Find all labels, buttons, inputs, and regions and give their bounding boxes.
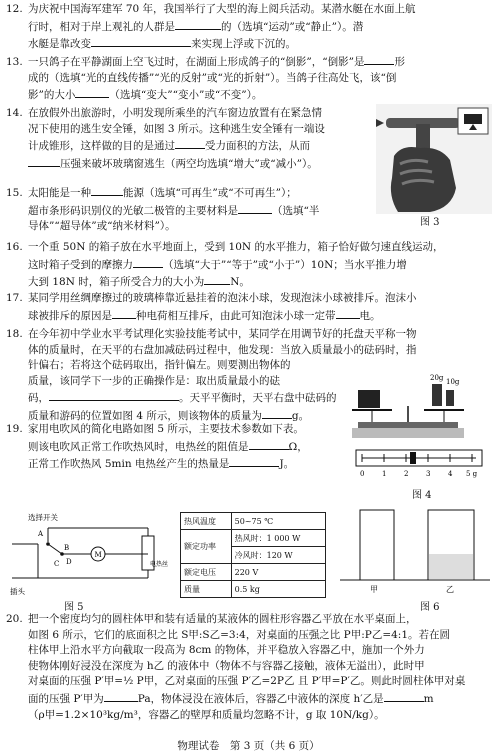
svg-text:0: 0: [360, 470, 365, 478]
figure-3-safety-hammer: [376, 104, 492, 214]
question-text: 把一个密度均匀的圆柱体甲和装有适量的某液体的圆柱形容器乙平放在水平桌面上，: [28, 613, 417, 625]
question-number: 20.: [6, 613, 23, 625]
question-text: 能源（选填“可再生”或“不可再生”）；: [123, 187, 297, 199]
question-text: 的（选填“运动”或“静止”）。潜: [221, 20, 364, 33]
table-row: 质量 0.5 kg: [181, 581, 326, 598]
question-text: 计成锥形，这样做的目的是通过: [28, 140, 175, 153]
question-text: N。: [230, 276, 250, 289]
question-text: Ω，: [288, 440, 308, 453]
switch-label: 选择开关: [28, 513, 58, 522]
question-number: 16.: [6, 241, 23, 253]
question-text: 况下使用的逃生安全锤，如图 3 所示。这种逃生安全锤有一端设: [28, 122, 325, 135]
question-text: （ρ甲=1.2×10³kg/m³，容器乙的壁厚和质量均忽略不计，g 取 10N/kg）。: [28, 708, 385, 721]
question-text: 影”的大小: [28, 89, 76, 102]
question-text: 大到 18N 时，箱子所受合力的大小为: [28, 276, 205, 289]
answer-blank[interactable]: [112, 307, 136, 319]
question-text: 对桌面的压强 P′甲=½ P甲，乙对桌面的压强 P′乙=2P乙 且 P′甲=P′乙。则此时圆柱体甲对桌: [28, 675, 466, 688]
svg-text:D: D: [66, 558, 72, 566]
answer-blank[interactable]: [91, 184, 123, 196]
svg-text:1: 1: [382, 470, 387, 478]
question-text: 面的压强 P′甲为: [28, 692, 104, 705]
svg-text:3: 3: [426, 470, 431, 478]
object-on-pan: [358, 390, 380, 408]
answer-blank[interactable]: [336, 307, 360, 319]
question-text: 太阳能是一种: [28, 187, 91, 199]
question-text: 一只鸽子在平静湖面上空飞过时，在湖面上形成鸽子的“倒影”，“倒影”是: [28, 56, 365, 68]
question-text: 行时，相对于岸上观礼的人群是: [28, 20, 175, 33]
question-text: 超市条形码识别仪的光敏二极管的主要材料是: [28, 204, 238, 217]
answer-blank[interactable]: [238, 202, 272, 214]
answer-blank[interactable]: [175, 137, 205, 149]
svg-text:M: M: [94, 551, 102, 559]
svg-text:B: B: [64, 544, 70, 552]
question-text: 家用电吹风的简化电路如图 5 所示，主要技术参数如下表。: [28, 423, 304, 435]
question-number: 12.: [6, 3, 23, 15]
question-text: 正常工作吹热风 5min 电热丝产生的热量是: [28, 458, 230, 471]
question-20: [6, 612, 488, 723]
question-text: 码，: [28, 392, 49, 405]
figure-4-balance: [348, 370, 488, 482]
cylinder-jia: [360, 510, 394, 580]
answer-blank[interactable]: [204, 273, 230, 285]
question-17: [6, 291, 488, 324]
question-19: [6, 422, 366, 473]
question-text: 质量和游码的位置如图 4 所示，则该物体的质量为: [28, 409, 262, 422]
answer-blank[interactable]: [262, 407, 292, 419]
question-text: 为庆祝中国海军建军 70 年，我国举行了大型的海上阅兵活动。某潜水艇在水面上航: [28, 3, 416, 15]
figure-5-caption: 图 5: [64, 602, 84, 613]
answer-blank[interactable]: [175, 18, 221, 30]
question-number: 15.: [6, 187, 23, 199]
label-yi: 乙: [446, 585, 454, 594]
question-14: [6, 106, 361, 172]
answer-blank[interactable]: [133, 256, 163, 268]
question-text: 使物体刚好浸没在深度为 h乙 的液体中（物体不与容器乙接触，液体无溢出），此时甲: [28, 659, 425, 672]
question-text: 种电荷相互排斥，由此可知泡沫小球一定带: [136, 309, 336, 322]
question-text: 某同学用丝绸摩擦过的玻璃棒靠近悬挂着的泡沫小球，发现泡沫小球被排斥。泡沫小: [28, 292, 417, 304]
question-text: g。: [291, 409, 310, 422]
question-number: 19.: [6, 423, 23, 435]
question-text: 柱体甲上沿水平方向截取一段高为 8cm 的物体，并平稳放入容器乙中，施加一个外力: [28, 644, 425, 657]
figure-4-caption: 图 4: [412, 490, 432, 501]
question-text: 如图 6 所示，它们的底面积之比 S甲:S乙=3:4，对桌面的压强之比 P甲:P乙=4:1。若在圆: [28, 628, 451, 641]
question-text: 导体”“超导体”或“纳米材料”）。: [28, 220, 176, 233]
question-text: 水艇是靠改变: [28, 38, 91, 51]
weight-20g: [432, 384, 442, 406]
question-text: 来实现上浮或下沉的。: [191, 38, 296, 51]
page-footer: 物理试卷 第 3 页（共 6 页）: [177, 740, 320, 752]
weight-label: 20g: [430, 374, 444, 382]
question-13: [6, 53, 488, 104]
plug-label: 插头: [10, 587, 25, 596]
question-text: J。: [279, 458, 295, 471]
heater-label: 电热丝: [150, 561, 168, 568]
liquid: [429, 554, 473, 579]
question-text: Pa，物体浸没在液体后，容器乙中液体的深度 h′乙是: [137, 692, 384, 705]
question-text: 球被排斥的原因是: [28, 309, 112, 322]
question-text: 体的质量时，在天平的右盘加减砝码过程中，他发现：当放入质量最小的砝码时，指: [28, 343, 417, 356]
question-text: m: [423, 692, 434, 705]
answer-blank[interactable]: [91, 35, 191, 47]
answer-blank[interactable]: [49, 389, 179, 401]
question-text: 在放假外出旅游时，小明发现所乘坐的汽车窗边放置有在紧急情: [28, 107, 322, 119]
question-text: （选填“大于”“等于”或“小于”）10N；当水平推力增: [163, 258, 407, 271]
question-text: 一个重 50N 的箱子放在水平地面上，受到 10N 的水平推力，箱子恰好做匀速直线运动，: [28, 241, 444, 253]
question-text: 在今年初中学业水平考试理化实验技能考试中，某同学在用调节好的托盘天平称一物: [28, 328, 417, 340]
question-number: 14.: [6, 107, 23, 119]
spec-table: [180, 512, 326, 598]
svg-text:4: 4: [448, 470, 453, 478]
question-15: [6, 184, 376, 235]
question-text: 则该电吹风正常工作吹热风时，电热丝的阻值是: [28, 440, 249, 453]
svg-text:5 g: 5 g: [466, 470, 478, 478]
svg-text:2: 2: [404, 470, 409, 478]
figure-6-caption: 图 6: [420, 602, 440, 613]
answer-blank[interactable]: [364, 53, 394, 65]
table-row: 额定功率 热风时：1 000 W: [181, 530, 326, 547]
question-text: 形: [394, 56, 405, 68]
answer-blank[interactable]: [75, 86, 109, 98]
question-12: [6, 2, 488, 53]
svg-text:C: C: [54, 560, 60, 568]
question-text: （选填“变大”“变小”或“不变”）。: [109, 89, 263, 102]
question-text: 成的（选填“光的直线传播”“光的反射”或“光的折射”）。当鸽子往高处飞，该“倒: [28, 71, 397, 84]
question-16: [6, 240, 488, 291]
rider: [410, 452, 416, 464]
question-number: 13.: [6, 56, 23, 68]
question-text: 。天平平衡时，天平右盘中砝码的: [179, 392, 337, 405]
answer-blank[interactable]: [249, 438, 289, 450]
question-text: 受力面积的方法，从而: [205, 140, 310, 153]
question-text: 压强来破坏玻璃窗逃生（两空均选填“增大”或“减小”）。: [60, 157, 318, 170]
answer-blank[interactable]: [104, 690, 138, 702]
question-text: 质量，该同学下一步的正确操作是：取出质量最小的砝: [28, 374, 280, 387]
answer-blank[interactable]: [28, 155, 60, 167]
question-text: （选填“半: [272, 204, 320, 217]
question-number: 18.: [6, 328, 23, 340]
figure-5-circuit: [8, 508, 168, 598]
table-row: 热风温度 50~75 ℃: [181, 513, 326, 530]
table-row: 冷风时：120 W: [181, 547, 326, 564]
question-text: 这时箱子受到的摩擦力: [28, 258, 133, 271]
label-jia: 甲: [370, 585, 378, 594]
weight-10g: [446, 390, 454, 406]
figure-3-caption: 图 3: [420, 217, 440, 228]
figure-6-containers: [340, 506, 490, 598]
answer-blank[interactable]: [229, 455, 279, 467]
answer-blank[interactable]: [384, 690, 424, 702]
question-text: 针偏右；若将这个砝码取出，指针偏左。则要测出物体的: [28, 359, 291, 372]
question-number: 17.: [6, 292, 23, 304]
question-text: 电。: [359, 309, 381, 322]
table-row: 额定电压 220 V: [181, 564, 326, 581]
weight-label: 10g: [446, 378, 460, 386]
svg-text:A: A: [38, 530, 44, 538]
